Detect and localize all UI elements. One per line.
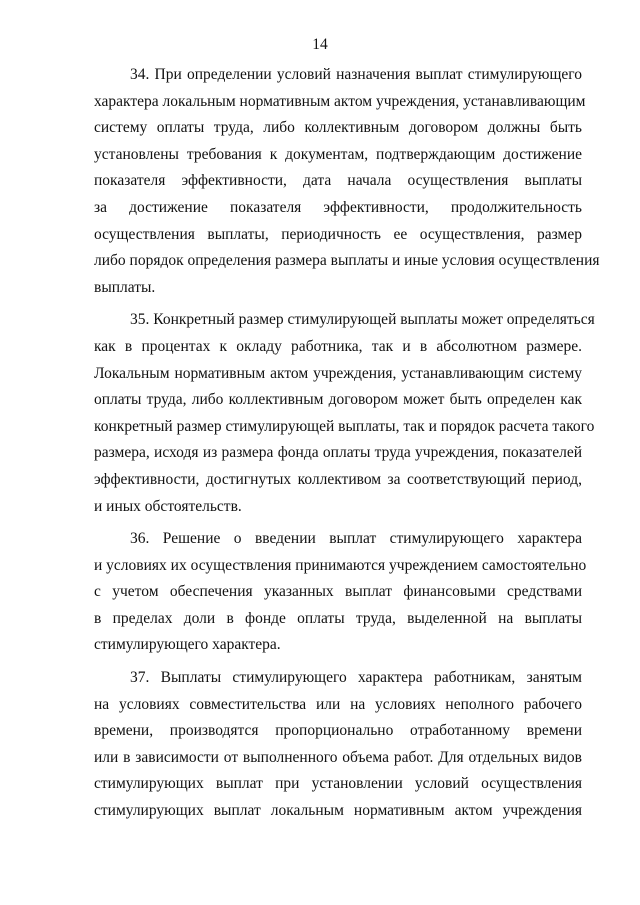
text-line: размера, исходя из размера фонда оплаты труда учреждения, показателей bbox=[94, 444, 582, 462]
text-line: оплаты труда, либо коллективным договором может быть определен как bbox=[94, 391, 582, 409]
text-line: показателя эффективности, дата начала осуществления выплаты bbox=[94, 172, 582, 190]
text-line: или в зависимости от выполненного объема работ. Для отдельных видов bbox=[94, 748, 582, 766]
text-line: Локальным нормативным актом учреждения, устанавливающим систему bbox=[94, 364, 582, 382]
text-line: 34. При определении условий назначения выплат стимулирующего bbox=[130, 66, 582, 83]
text-line: и иных обстоятельств. bbox=[94, 497, 242, 515]
text-line: и условиях их осуществления принимаются учреждением самостоятельно bbox=[94, 556, 587, 574]
text-line: выплаты. bbox=[94, 278, 156, 296]
text-line: 37. Выплаты стимулирующего характера работникам, занятым bbox=[130, 669, 582, 687]
text-line: 36. Решение о введении выплат стимулирующего характера bbox=[130, 530, 582, 548]
page-number: 14 bbox=[312, 36, 328, 53]
text-line: стимулирующих выплат при установлении условий осуществления bbox=[94, 775, 582, 793]
text-line: либо порядок определения размера выплаты и иные условия осуществления bbox=[94, 252, 600, 270]
text-line: как в процентах к окладу работника, так и в абсолютном размере. bbox=[94, 337, 582, 355]
text-line: стимулирующего характера. bbox=[94, 636, 281, 654]
paragraph-36 bbox=[94, 526, 587, 659]
paragraph-34 bbox=[94, 62, 600, 301]
text-line: характера локальным нормативным актом учреждения, устанавливающим bbox=[94, 92, 586, 110]
document-body bbox=[94, 62, 600, 831]
text-line: установлены требования к документам, подтверждающим достижение bbox=[94, 145, 582, 163]
text-line: осуществления выплаты, периодичность ее осуществления, размер bbox=[94, 225, 582, 243]
text-line: с учетом обеспечения указанных выплат финансовыми средствами bbox=[94, 583, 582, 601]
text-line: за достижение показателя эффективности, продолжительность bbox=[94, 198, 582, 216]
text-line: эффективности, достигнутых коллективом за соответствующий период, bbox=[94, 470, 582, 488]
text-line: стимулирующих выплат локальным нормативным актом учреждения bbox=[94, 802, 582, 820]
text-line: времени, производятся пропорционально отработанному времени bbox=[94, 722, 582, 740]
text-line: на условиях совместительства или на условиях неполного рабочего bbox=[94, 695, 582, 713]
paragraph-37 bbox=[94, 665, 582, 825]
text-line: систему оплаты труда, либо коллективным договором должны быть bbox=[94, 119, 582, 137]
paragraph-35 bbox=[94, 307, 595, 520]
text-line: в пределах доли в фонде оплаты труда, выделенной на выплаты bbox=[94, 609, 582, 627]
text-line: 35. Конкретный размер стимулирующей выплаты может определяться bbox=[130, 311, 595, 329]
text-line: конкретный размер стимулирующей выплаты, так и порядок расчета такого bbox=[94, 417, 595, 435]
